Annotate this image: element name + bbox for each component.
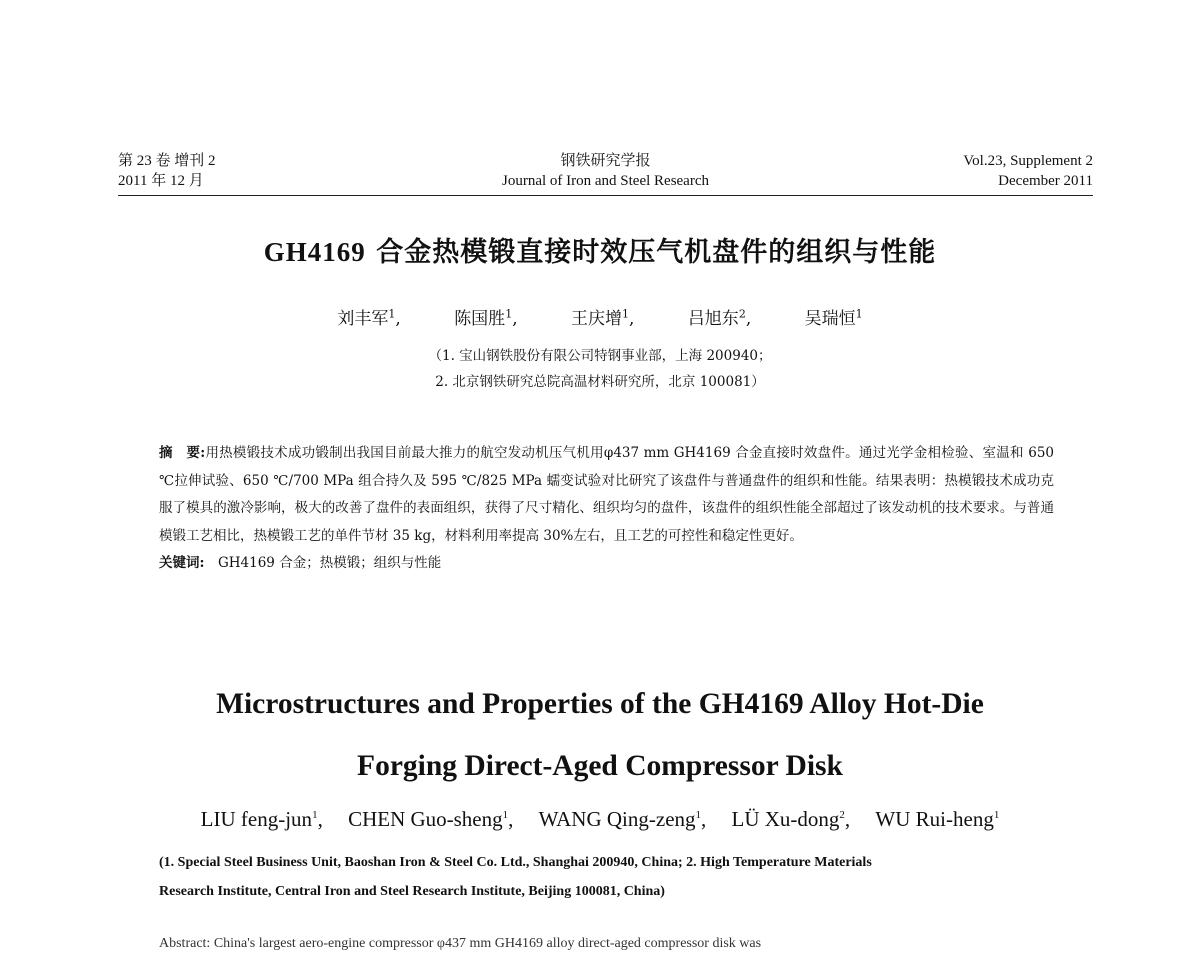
en-author: LIU feng-jun$^1$,	[200, 807, 323, 831]
abstract-text: 用热模锻技术成功锻制出我国目前最大推力的航空发动机压气机用φ437 mm GH4169 合金直接时效盘件。通过光学金相检验、室温和 650 ℃拉伸试验、650 ℃/700 MPa 组合持久及 595 ℃/825 MPa 蠕变试验对比研究了该盘件与普通盘件的组织和性能。结果表明：热模锻技术成功克服了模具的激冷影响，极大的改善了盘件的表面组织，获得了尺寸精化、组织均匀的盘件，该盘件的组织性能全部超过了该发动机的技术要求。与普通模锻工艺相比，热模锻工艺的单件节材 35 kg，材料利用率提高 30%左右，且工艺的可控性和稳定性更好。	[159, 445, 1054, 544]
english-authors	[0, 800, 1200, 834]
en-author: WANG Qing-zeng$^1$,	[538, 807, 707, 831]
english-affiliations	[159, 848, 1054, 906]
en-affil-line: (1. Special Steel Business Unit, Baoshan Iron & Steel Co. Ltd., Shanghai 200940, China; 2. High Temperature Materials	[159, 855, 872, 870]
chinese-abstract	[159, 440, 1054, 578]
chinese-affiliations	[0, 343, 1200, 395]
cn-author: 刘丰军$^1$,	[337, 307, 401, 329]
english-title-line: Forging Direct-Aged Compressor Disk	[357, 750, 843, 782]
header-date-cn: 2011 年 12 月	[118, 173, 204, 189]
cn-affil-line: （1. 宝山钢铁股份有限公司特钢事业部，上海 200940；	[428, 348, 772, 364]
header-divider	[118, 195, 1093, 196]
header-date-en: December 2011	[998, 173, 1093, 189]
english-title-line: Microstructures and Properties of the GH4169 Alloy Hot-Die	[216, 688, 984, 720]
english-title	[0, 673, 1200, 797]
english-abstract-cut: Abstract: China's largest aero-engine compressor φ437 mm GH4169 alloy direct-aged compressor disk was	[159, 936, 762, 951]
cn-author: 吴瑞恒$^1$	[804, 307, 863, 329]
cn-author: 王庆增$^1$,	[571, 307, 635, 329]
header-journal	[118, 151, 1093, 191]
en-affil-line: Research Institute, Central Iron and Steel Research Institute, Beijing 100081, China)	[159, 884, 665, 899]
chinese-title-text: 合金热模锻直接时效压气机盘件的组织与性能	[365, 237, 937, 268]
header-journal-cn: 钢铁研究学报	[560, 153, 651, 169]
cn-affil-line: 2. 北京钢铁研究总院高温材料研究所，北京 100081）	[435, 374, 765, 390]
cn-author: 陈国胜$^1$,	[454, 307, 518, 329]
en-author: CHEN Guo-sheng$^1$,	[348, 807, 514, 831]
keywords-text: GH4169 合金；热模锻；组织与性能	[217, 555, 442, 571]
running-header	[118, 151, 1093, 195]
en-author: WU Rui-heng$^1$	[875, 807, 1000, 831]
chinese-title	[0, 232, 1200, 273]
header-journal-en: Journal of Iron and Steel Research	[501, 173, 709, 189]
header-volume-supplement: Vol.23, Supplement 2	[963, 153, 1093, 169]
abstract-label: 摘 要:	[159, 445, 206, 461]
keywords-label: 关键词:	[159, 555, 205, 571]
chinese-title-alloy: GH4169	[263, 237, 366, 267]
header-volume-issue: 第 23 卷 增刊 2	[118, 153, 216, 169]
header-volume-en	[963, 151, 1093, 191]
en-author: LÜ Xu-dong$^2$,	[731, 807, 851, 831]
cn-author: 吕旭东$^2$,	[687, 307, 752, 329]
chinese-authors	[0, 301, 1200, 332]
